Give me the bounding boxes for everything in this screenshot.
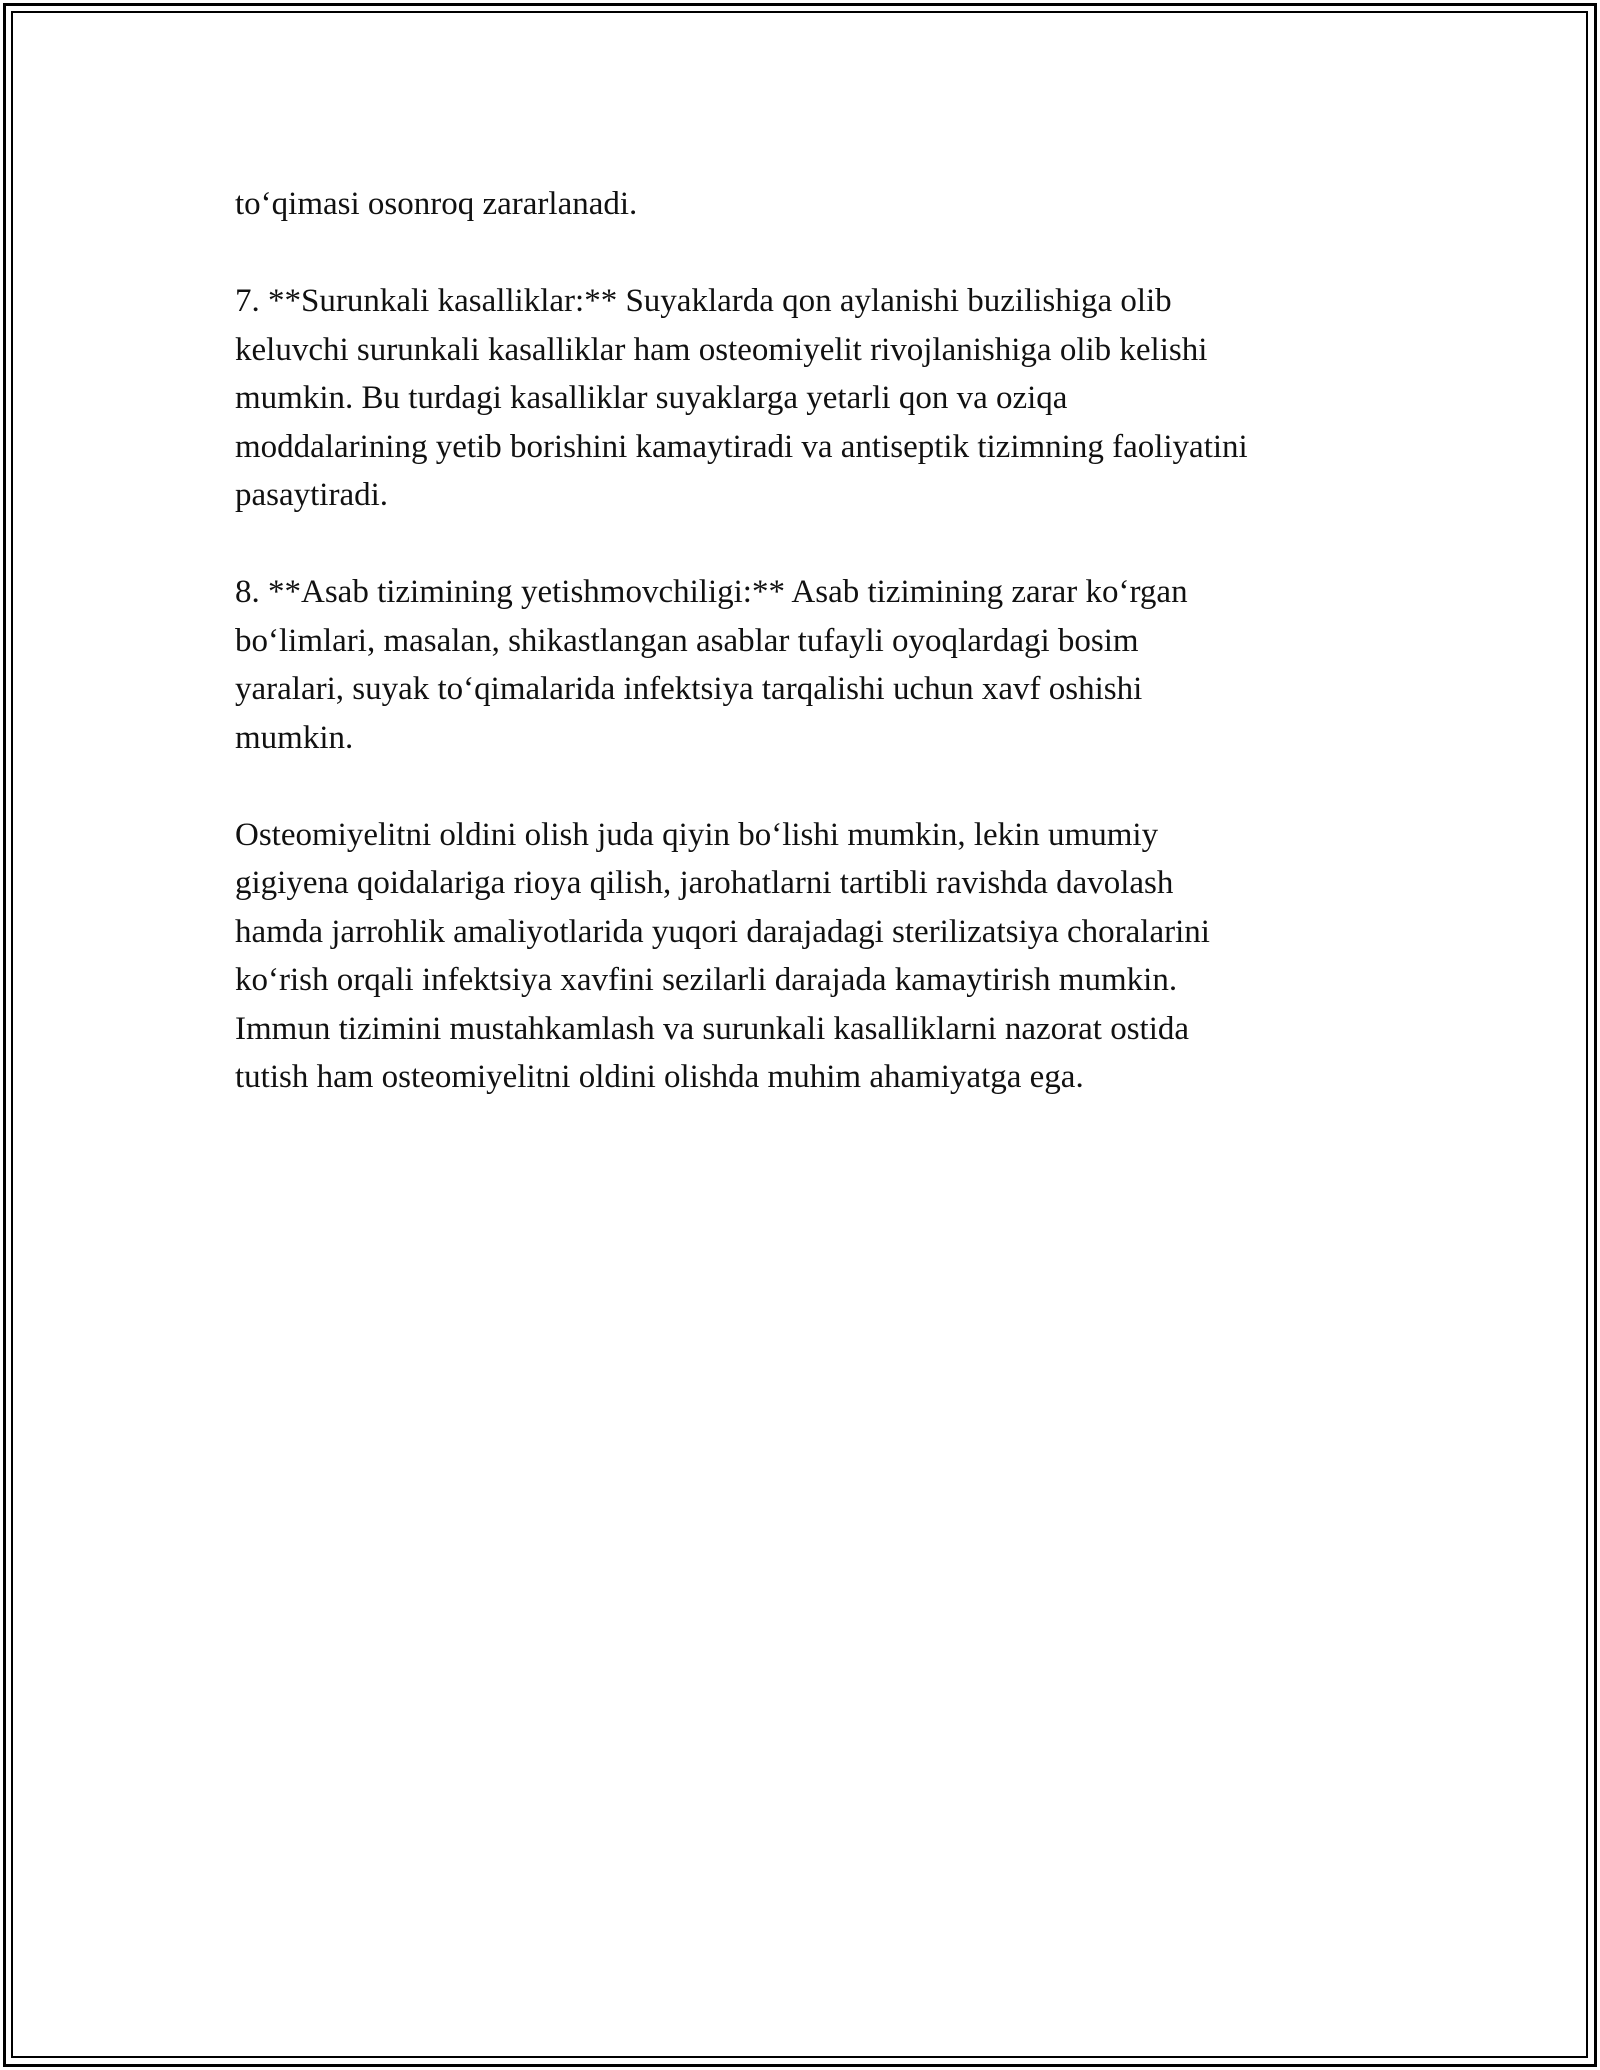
paragraph-conclusion: Osteomiyelitni oldini olish juda qiyin bo‘lishi mumkin, lekin umumiy gigiyena qoidalariga rioya qilish, jarohatlarni tartibli ravishda davolash hamda jarrohlik amaliyotlarida yuqori darajadagi sterilizatsiya choralarini ko‘rish orqali infektsiya xavfini sezilarli darajada kamaytirish mumkin. Immun tizimini mustahkamlash va surunkali kasalliklarni nazorat ostida tutish ham osteomiyelitni oldini olishda muhim ahamiyatga ega. <box>235 816 1210 1095</box>
paragraph-item-7: 7. **Surunkali kasalliklar:** Suyaklarda qon aylanishi buzilishiga olib keluvchi surunkali kasalliklar ham osteomiyelit rivojlanishiga olib kelishi mumkin. Bu turdagi kasalliklar suyaklarga yetarli qon va oziqa moddalarining yetib borishini kamaytiradi va antiseptik tizimning faoliyatini pasaytiradi. <box>235 283 1248 513</box>
document-body <box>235 180 1375 1150</box>
paragraph-item-8: 8. **Asab tizimining yetishmovchiligi:** Asab tizimining zarar ko‘rgan bo‘limlari, masalan, shikastlangan asablar tufayli oyoqlardagi bosim yaralari, suyak to‘qimalarida infektsiya tarqalishi uchun xavf oshishi mumkin. <box>235 574 1188 756</box>
paragraph-continuation: to‘qimasi osonroq zararlanadi. <box>235 186 638 222</box>
